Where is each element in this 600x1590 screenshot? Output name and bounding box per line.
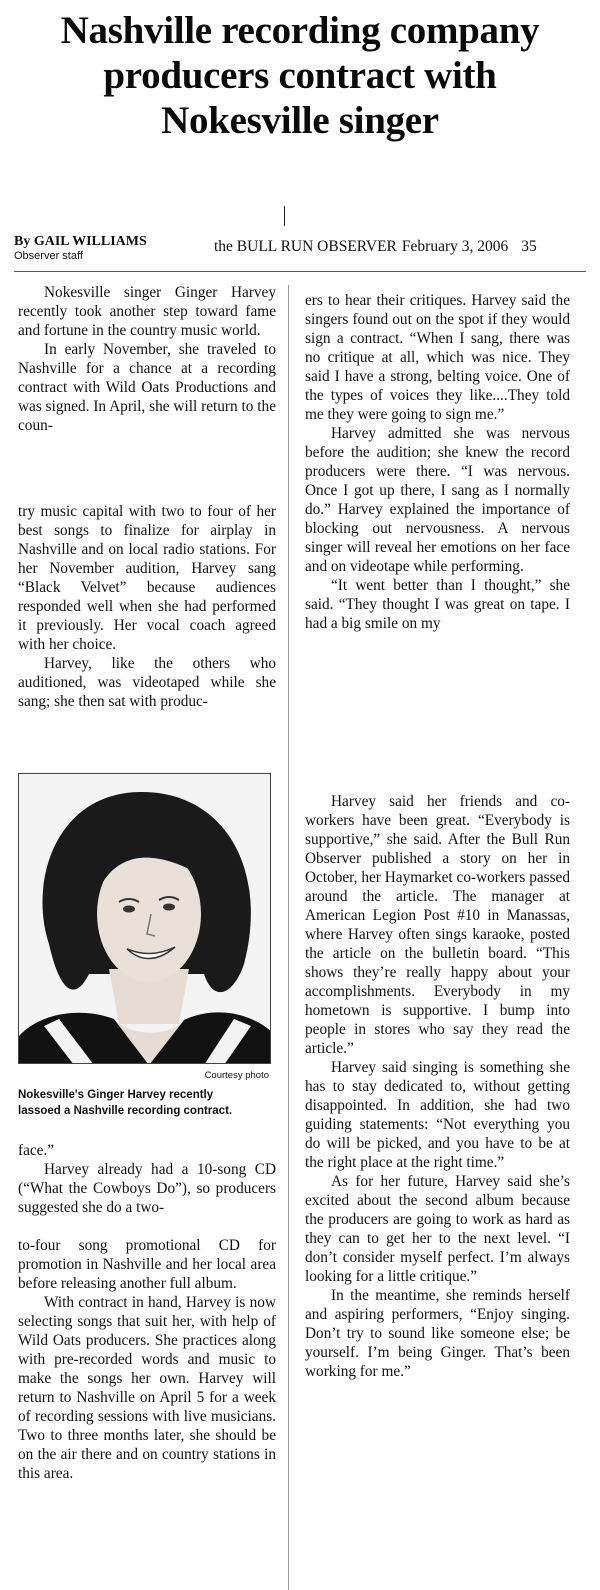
column-divider — [288, 285, 289, 1590]
headline — [0, 8, 600, 143]
photo-caption — [18, 1087, 276, 1119]
author-name: By GAIL WILLIAMS — [14, 234, 147, 249]
paragraph: ers to hear their critiques. Harvey said the singers found out on the spot if they would sign a contract. “When I sang, there was no critique at all, which was nice. They said I have a strong, belting voice. One of the types of voices they like....They told me they were going to sign me.” — [305, 292, 570, 423]
paragraph: As for her future, Harvey said she’s excited about the second album because the producers are going to work as hard as they can to get her to the next level. “I don’t consider myself perfect. I’m always looking for a little critique.” — [305, 1173, 570, 1285]
caption-line-2: lassoed a Nashville recording contract. — [18, 1105, 233, 1117]
paragraph: Harvey, like the others who auditioned, was videotaped while she sang; she then sat with produc- — [18, 655, 276, 710]
photo-ginger-harvey — [18, 773, 271, 1064]
paragraph: In the meantime, she reminds herself and aspiring performers, “Enjoy singing. Don’t try to sound like someone else; be yourself. I’m being Ginger. That’s been working for me.” — [305, 1287, 570, 1380]
paragraph: Nokesville singer Ginger Harvey recently took another step toward fame and fortune in the country music world. — [18, 284, 276, 339]
paragraph: try music capital with two to four of her best songs to finalize for airplay in Nashville and on local radio stations. For her November audition, Harvey sang “Black Velvet” because audiences responded well when she had performed it previously. Her vocal coach agreed with her choice. — [18, 503, 276, 653]
publication-date: February 3, 2006 — [401, 238, 509, 255]
article-block-left-mid — [18, 502, 276, 711]
article-block-left-bottom-b — [18, 1236, 276, 1483]
photo-credit: Courtesy photo — [204, 1070, 269, 1081]
page-folio — [214, 238, 589, 256]
paragraph: In early November, she traveled to Nashville for a chance at a recording contract with Wild Oats Productions and was signed. In April, she will return to the coun- — [18, 341, 276, 434]
article-block-right-bottom — [305, 792, 570, 1381]
paragraph: Harvey said singing is something she has to stay dedicated to, without getting disappointed. In addition, she had two guiding statements: “Not everything you do will be picked, and you have to be at the right place at the right time.” — [305, 1059, 570, 1171]
portrait-illustration — [19, 774, 271, 1064]
author-role: Observer staff — [14, 250, 83, 262]
headline-line-3: Nokesville singer — [161, 99, 439, 142]
article-block-left-top — [18, 283, 276, 435]
page-number: 35 — [521, 238, 537, 255]
header-rule — [14, 271, 586, 272]
paragraph: Harvey said her friends and co-workers have been great. “Everybody is supportive,” she said. After the Bull Run Observer published a story on her in October, her Haymarket co-workers passed around the article. The manager at American Legion Post #10 in Manassas, where Harvey often sings karaoke, posted the article on the bulletin board. “This shows they’re really happy about your accomplishments. Everybody in my hometown is supportive. I bump into people in stores who say they read the article.” — [305, 793, 570, 1057]
paragraph: With contract in hand, Harvey is now selecting songs that suit her, with help of Wild Oats producers. She practices along with pre-recorded words and music to make the songs her own. Harvey will return to Nashville on April 5 for a week of recording sessions with live musicians. Two to three months later, she should be on the air there and on country stations in this area. — [18, 1294, 276, 1482]
headline-line-1: Nashville recording company — [60, 9, 540, 52]
paragraph: face.” — [18, 1142, 55, 1159]
publication-name: the BULL RUN OBSERVER — [214, 238, 397, 255]
paragraph: to-four song promotional CD for promotion in Nashville and her local area before releasing another full album. — [18, 1237, 276, 1292]
paragraph: Harvey already had a 10-song CD (“What the Cowboys Do”), so producers suggested she do a two- — [18, 1161, 276, 1216]
column-divider-mark — [284, 206, 285, 226]
paragraph: Harvey admitted she was nervous before the audition; she knew the record producers were there. “I was nervous. Once I got up there, I sang as I normally do.” Harvey explained the importance of blocking out nervousness. A nervous singer will reveal her emotions on her face and on videotape while performing. — [305, 425, 570, 575]
article-block-left-bottom-a — [18, 1141, 276, 1217]
headline-line-2: producers contract with — [103, 54, 497, 97]
byline — [14, 233, 147, 263]
paragraph: “It went better than I thought,” she said. “They thought I was great on tape. I had a big smile on my — [305, 577, 570, 632]
caption-line-1: Nokesville's Ginger Harvey recently — [18, 1089, 214, 1101]
article-block-right-top — [305, 291, 570, 633]
